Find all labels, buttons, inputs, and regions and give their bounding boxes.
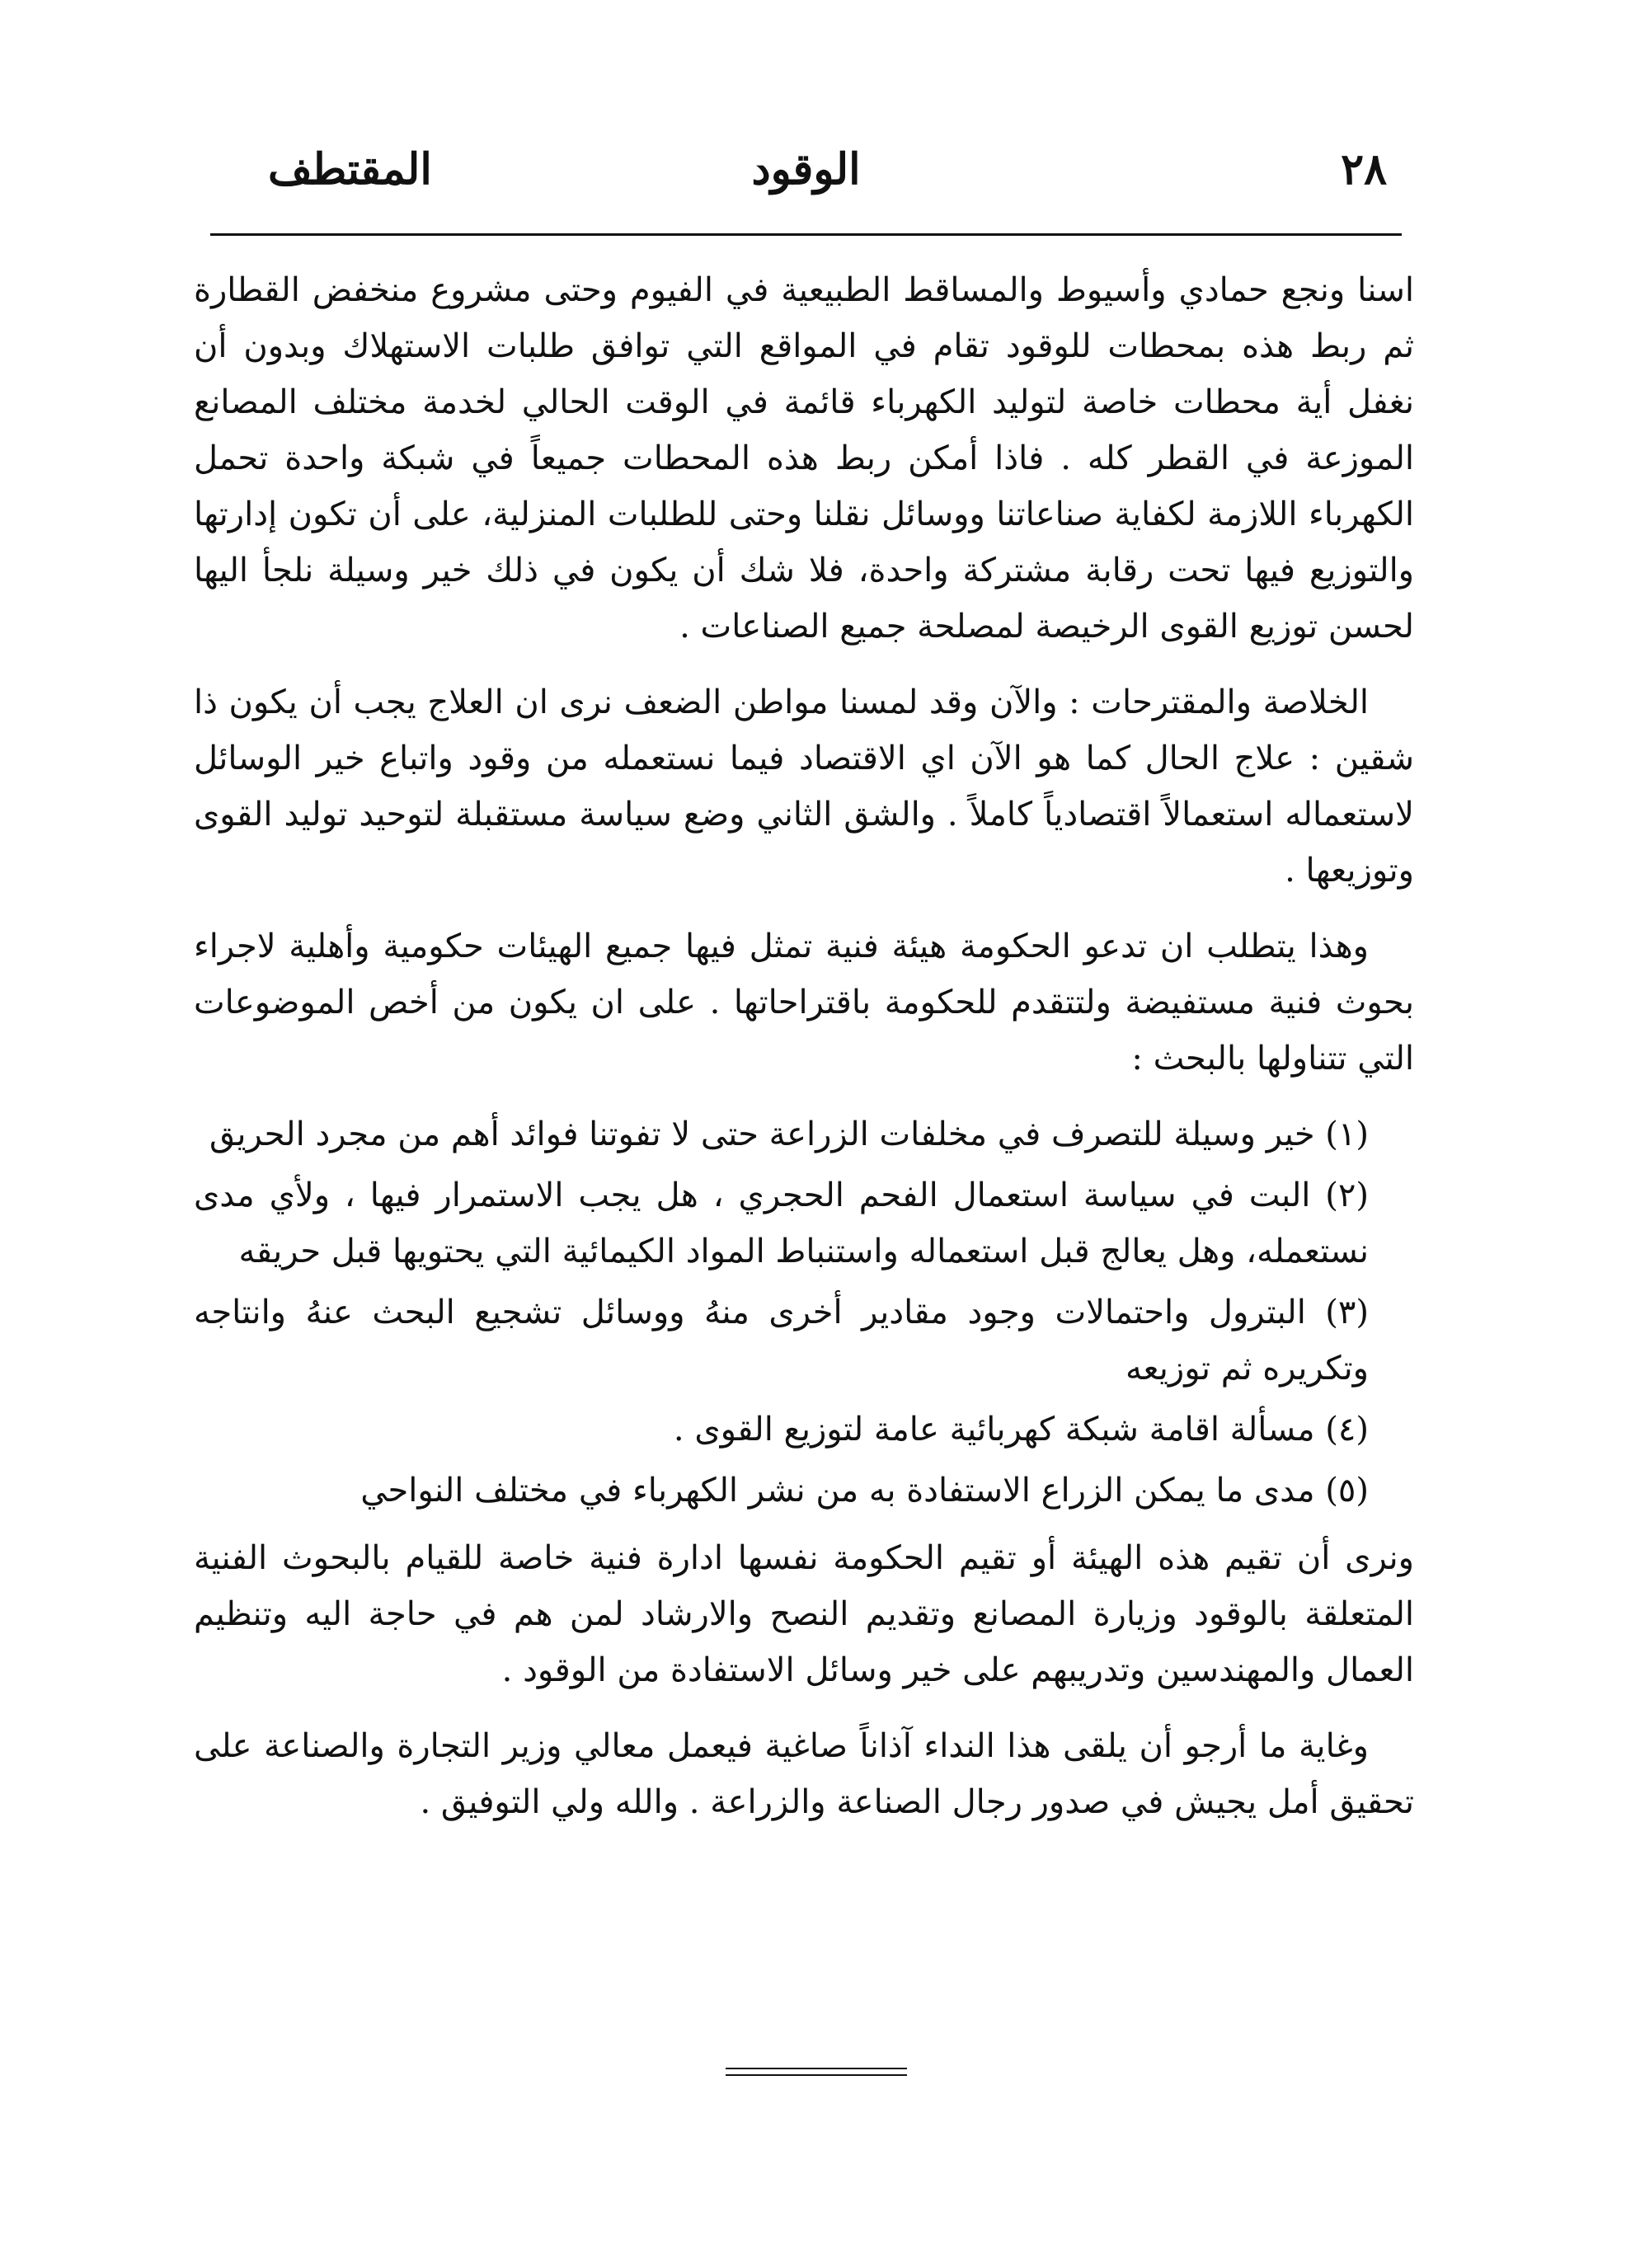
research-topics-list [194,1106,1414,1519]
paragraph-closing: وغاية ما أرجو أن يلقى هذا النداء آذاناً صاغية فيعمل معالي وزير التجارة والصناعة على تحقيق أمل يجيش في صدور رجال الصناعة والزراعة . والله ولي التوفيق . [194,1727,1414,1821]
paragraph-technical-committee: وهذا يتطلب ان تدعو الحكومة هيئة فنية تمثل فيها جميع الهيئات حكومية وأهلية لاجراء بحوث فنية مستفيضة ولتتقدم للحكومة باقتراحاتها . على ان يكون من أخص الموضوعات التي تتناولها بالبحث : [194,927,1414,1078]
list-item: (٤) مسألة اقامة شبكة كهربائية عامة لتوزيع القوى . [673,1411,1369,1449]
closing-double-rule [726,2068,907,2079]
list-item: (٣) البترول واحتمالات وجود مقادير أخرى منهُ ووسائل تشجيع البحث عنهُ وانتاجه وتكريره ثم توزيعه [194,1294,1369,1388]
closing-rule-line [726,2068,907,2069]
article-body [194,262,1414,1850]
paragraph-conclusions: الخلاصة والمقترحات : والآن وقد لمسنا مواطن الضعف نرى ان العلاج يجب أن يكون ذا شقين : علاج الحال كما هو الآن اي الاقتصاد فيما نستعمله من وقود واتباع خير الوسائل لاستعماله استعمالاً اقتصادياً كاملاً . والشق الثاني وضع سياسة مستقبلة لتوحيد توليد القوى وتوزيعها . [194,683,1414,890]
paragraph-power-network: اسنا ونجع حمادي وأسيوط والمساقط الطبيعية في الفيوم وحتى مشروع منخفض القطارة ثم ربط هذه بمحطات للوقود تقام في المواقع التي توافق طلبات الاستهلاك وبدون أن نغفل أية محطات خاصة لتوليد الكهرباء قائمة في الوقت الحالي لخدمة مختلف المصانع الموزعة في القطر كله . فاذا أمكن ربط هذه المحطات جميعاً في شبكة واحدة تحمل الكهرباء اللازمة لكفاية صناعاتنا ووسائل نقلنا وحتى للطلبات المنزلية، على أن تكون إدارتها والتوزيع فيها تحت رقابة مشتركة واحدة، فلا شك أن يكون في ذلك خير وسيلة نلجأ اليها لحسن توزيع القوى الرخيصة لمصلحة جميع الصناعات . [194,271,1414,646]
list-item: (٢) البت في سياسة استعمال الفحم الحجري ، هل يجب الاستمرار فيها ، ولأي مدى نستعمله، وهل يعالج قبل استعماله واستنباط المواد الكيمائية التي يحتويها قبل حريقه [194,1176,1369,1270]
paragraph-technical-administration: ونرى أن تقيم هذه الهيئة أو تقيم الحكومة نفسها ادارة فنية خاصة للقيام بالبحوث الفنية المتعلقة بالوقود وزيارة المصانع وتقديم النصح والارشاد لمن هم في حاجة اليه وتنظيم العمال والمهندسين وتدريبهم على خير وسائل الاستفادة من الوقود . [194,1539,1414,1689]
list-item: (١) خير وسيلة للتصرف في مخلفات الزراعة حتى لا تفوتنا فوائد أهم من مجرد الحريق [209,1115,1369,1153]
running-title: الوقود [751,144,861,195]
page-number: ٢٨ [1341,144,1387,195]
page-header [210,144,1402,218]
journal-name: المقتطف [268,144,432,195]
closing-rule-line [726,2074,907,2076]
header-divider [210,233,1402,236]
list-item: (٥) مدى ما يمكن الزراع الاستفادة به من نشر الكهرباء في مختلف النواحي [360,1472,1369,1510]
